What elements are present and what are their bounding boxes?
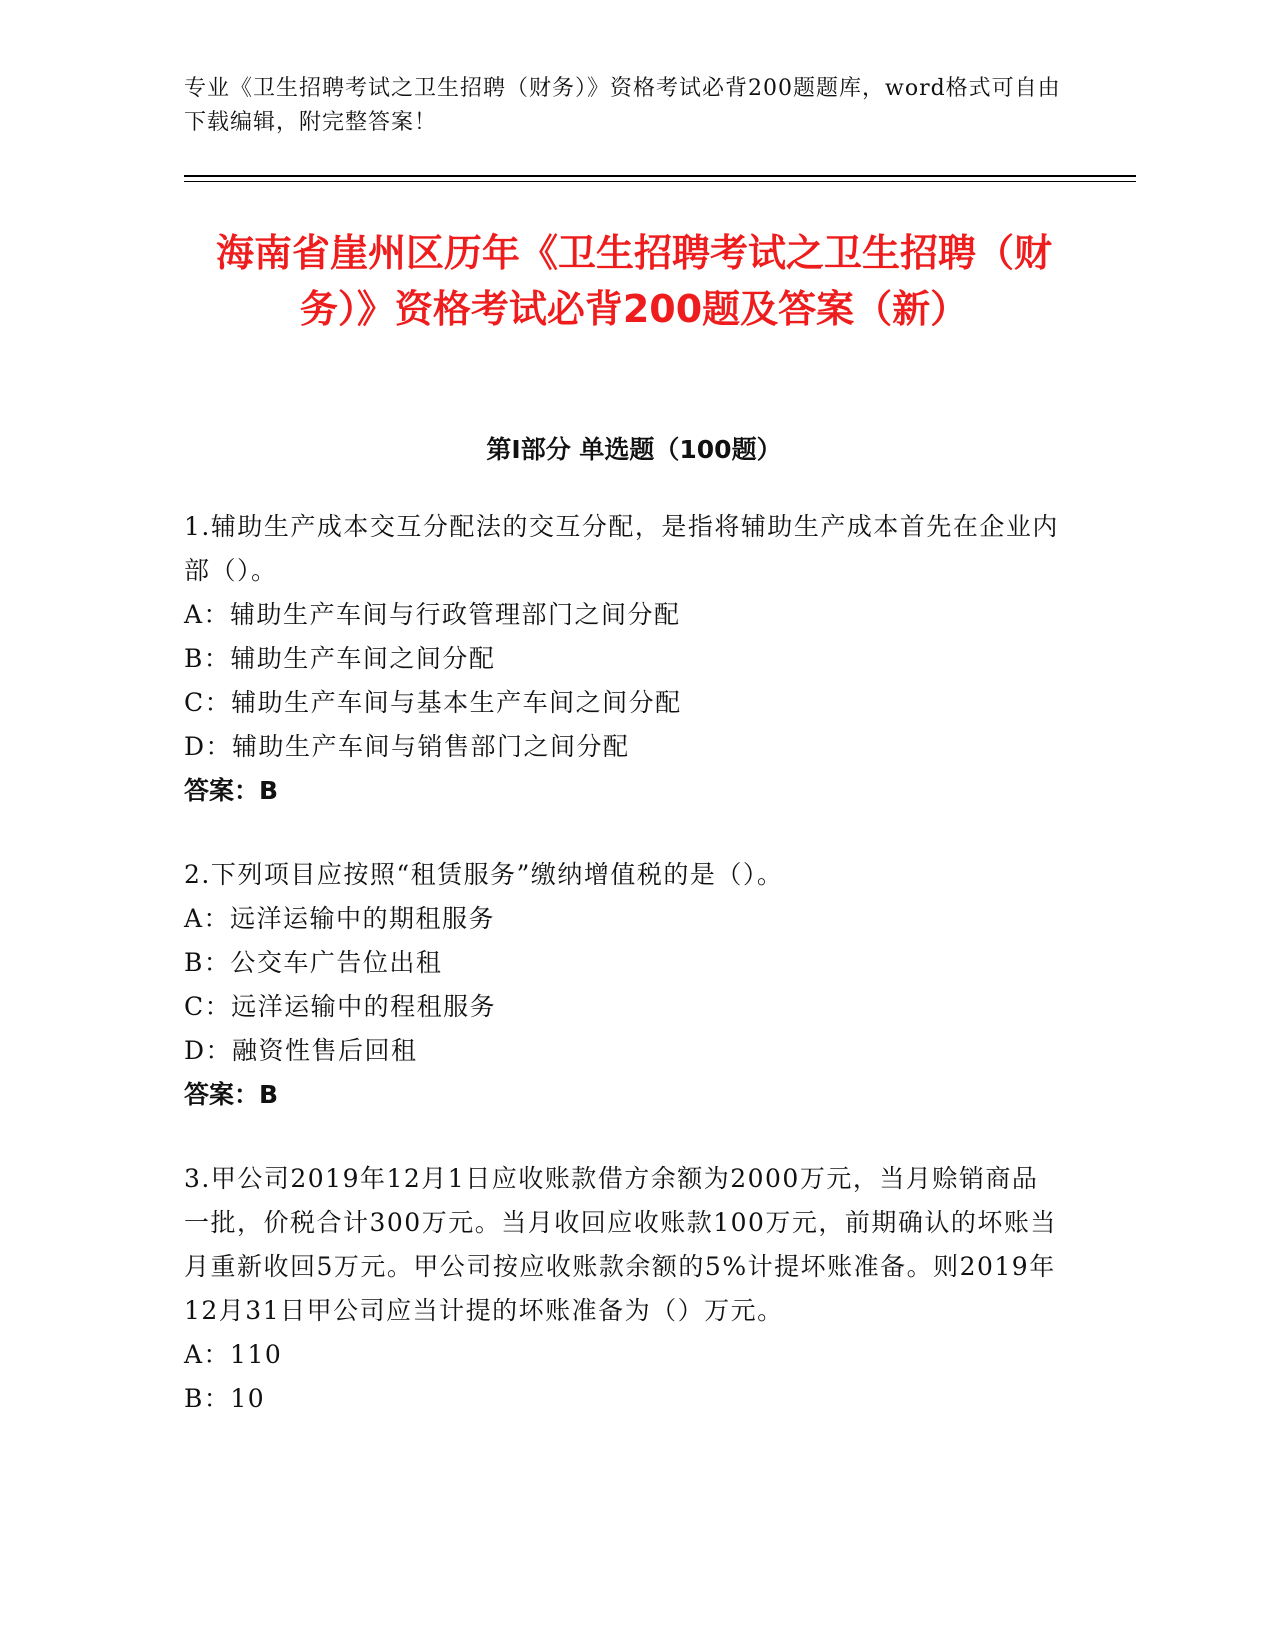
- document-title: 海南省崖州区历年《卫生招聘考试之卫生招聘（财务）》资格考试必背200题及答案（新）: [215, 231, 1052, 331]
- option-c: C：远洋运输中的程租服务: [184, 992, 497, 1021]
- option-b: B：辅助生产车间之间分配: [184, 644, 496, 673]
- option-a: A：110: [184, 1340, 283, 1369]
- question-text: 1.辅助生产成本交互分配法的交互分配，是指将辅助生产成本首先在企业内部（）。: [184, 512, 1059, 585]
- option-a: A：远洋运输中的期租服务: [184, 904, 496, 933]
- question-text: 3.甲公司2019年12月1日应收账款借方余额为2000万元，当月赊销商品一批，价税合计300万元。当月收回应收账款100万元，前期确认的坏账当月重新收回5万元。甲公司按应收账款余额的5%计提坏账准备。则2019年12月31日甲公司应当计提的坏账准备为（）万元。: [184, 1164, 1057, 1325]
- option-d: D：辅助生产车间与销售部门之间分配: [184, 732, 630, 761]
- option-d: D：融资性售后回租: [184, 1036, 418, 1065]
- option-b: B：公交车广告位出租: [184, 948, 443, 977]
- answer: 答案：B: [184, 1080, 279, 1109]
- header-divider-thick: [184, 175, 1136, 177]
- question-2: [184, 853, 1064, 1117]
- section-title: 第I部分 单选题（100题）: [486, 435, 782, 464]
- question-1: [184, 505, 1064, 813]
- header-note: 专业《卫生招聘考试之卫生招聘（财务）》资格考试必背200题题库，word格式可自由下载编辑，附完整答案！: [184, 76, 1061, 135]
- answer: 答案：B: [184, 776, 279, 805]
- option-c: C：辅助生产车间与基本生产车间之间分配: [184, 688, 682, 717]
- question-3: [184, 1157, 1064, 1421]
- option-b: B：10: [184, 1384, 266, 1413]
- option-a: A：辅助生产车间与行政管理部门之间分配: [184, 600, 681, 629]
- header-divider-thin: [184, 181, 1136, 182]
- question-text: 2.下列项目应按照“租赁服务”缴纳增值税的是（）。: [184, 860, 784, 889]
